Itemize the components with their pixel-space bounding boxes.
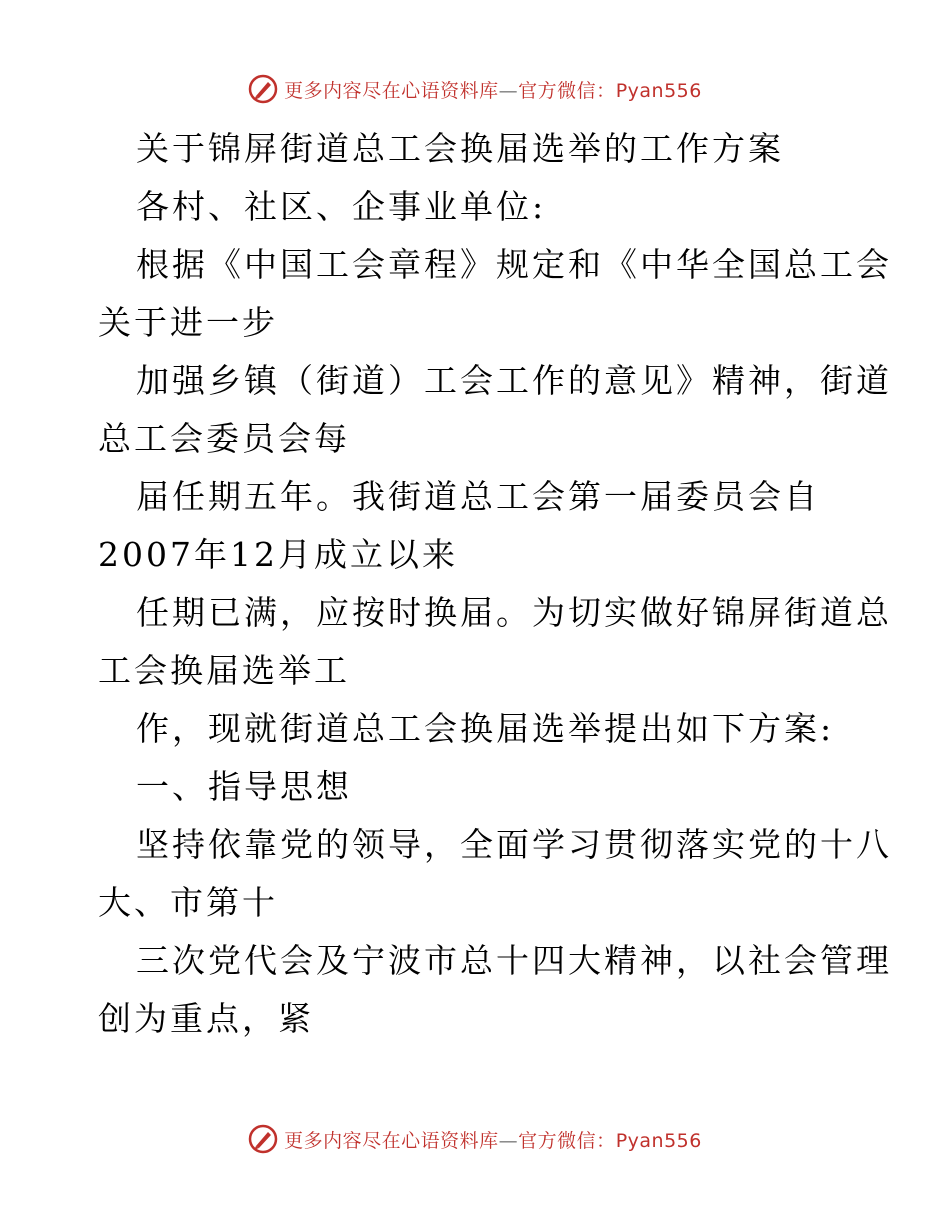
paragraph-line: 创为重点，紧: [98, 999, 314, 1038]
footer-watermark: [0, 1122, 950, 1156]
salutation: 各村、社区、企事业单位:: [136, 187, 547, 226]
watermark-dash: —: [498, 79, 519, 102]
paragraph-line: 坚持依靠党的领导，全面学习贯彻落实党的十八: [136, 825, 892, 864]
watermark-wechat-label: 官方微信：: [518, 1129, 616, 1152]
section-heading: 一、指导思想: [136, 767, 352, 806]
watermark-site: 更多内容尽在心语资料库: [284, 79, 499, 102]
quill-logo-icon: [248, 1124, 278, 1154]
watermark-wechat-id: Pyan556: [615, 1129, 702, 1152]
paragraph-line: 关于进一步: [98, 303, 278, 342]
paragraph-line: 届任期五年。我街道总工会第一届委员会自: [136, 477, 820, 516]
document-body: [98, 120, 892, 1048]
quill-logo-icon: [248, 74, 278, 104]
document-title: 关于锦屏街道总工会换届选举的工作方案: [136, 129, 784, 168]
paragraph-line: 大、市第十: [98, 883, 278, 922]
paragraph-line: 三次党代会及宁波市总十四大精神，以社会管理: [136, 941, 892, 980]
watermark-dash: —: [498, 1129, 519, 1152]
paragraph-line: 工会换届选举工: [98, 651, 350, 690]
watermark-site: 更多内容尽在心语资料库: [284, 1129, 499, 1152]
watermark-wechat-label: 官方微信：: [518, 79, 616, 102]
header-watermark: [0, 72, 950, 106]
watermark-wechat-id: Pyan556: [615, 79, 702, 102]
paragraph-line: 总工会委员会每: [98, 419, 350, 458]
paragraph-line: 2007年12月成立以来: [98, 535, 458, 574]
paragraph-line: 任期已满，应按时换届。为切实做好锦屏街道总: [136, 593, 892, 632]
watermark-text: [284, 76, 702, 103]
paragraph-line: 根据《中国工会章程》规定和《中华全国总工会: [136, 245, 892, 284]
watermark-text: [284, 1126, 702, 1153]
paragraph-line: 作，现就街道总工会换届选举提出如下方案:: [136, 709, 835, 748]
paragraph-line: 加强乡镇（街道）工会工作的意见》精神，街道: [136, 361, 892, 400]
